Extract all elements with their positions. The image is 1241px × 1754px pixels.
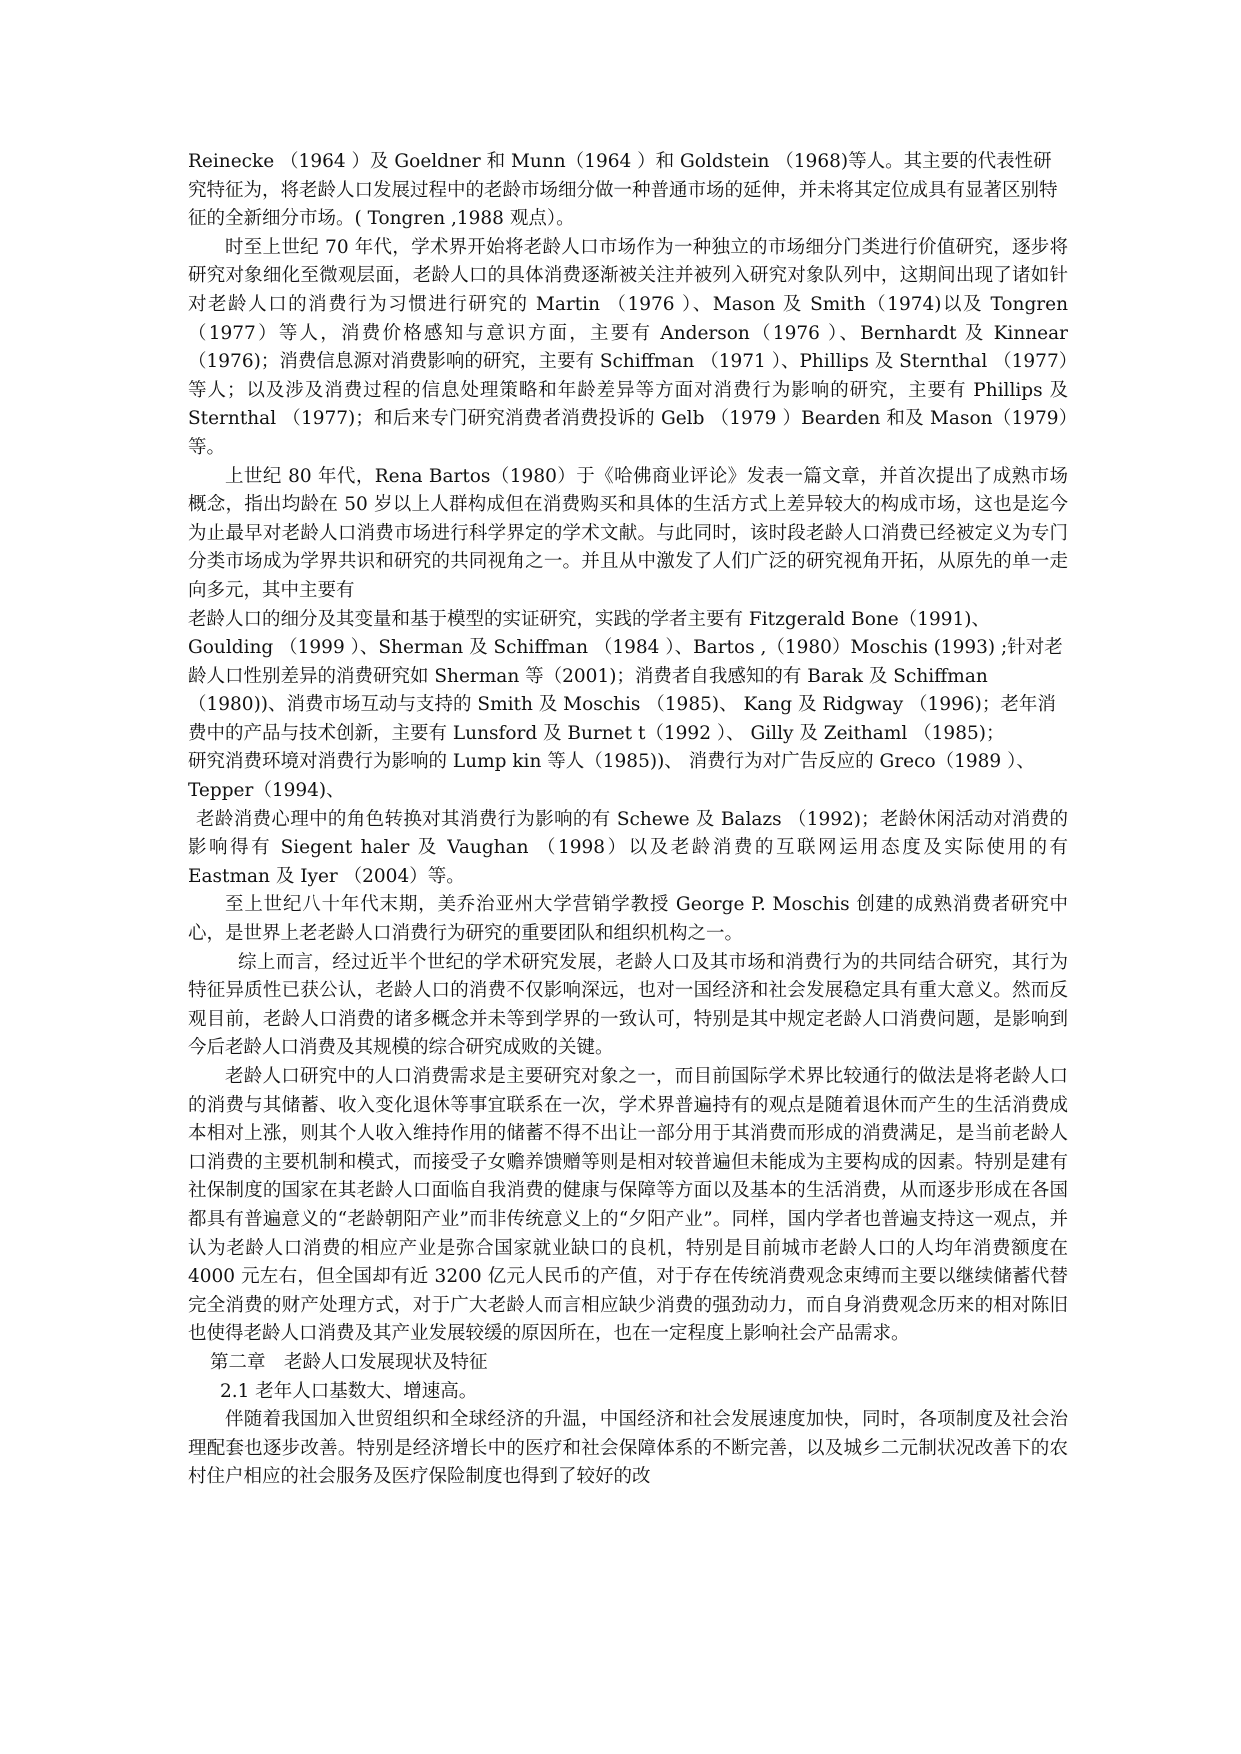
paragraph-segmentation-research: 老龄人口的细分及其变量和基于模型的实证研究，实践的学者主要有 Fitzgerald Bone（1991)、Goulding （1999 ）、Sherman 及 Schiffman （1984 ）、Bartos ,（1980）Moschis (1993) ;针对老龄人口性别差异的消费研究如 Sherman 等（2001)；消费者自我感知的有 Barak 及 Schiffman（1980))、消费市场互动与支持的 Smith 及 Moschis （1985)、 Kang 及 Ridgway （1996)；老年消费中的产品与技术创新，主要有 Lunsford 及 Burnet t（1992 ）、 Gilly 及 Zeithaml （1985)； [188, 608, 1063, 744]
paragraph-environment-research: 研究消费环境对消费行为影响的 Lump kin 等人（1985))、 消费行为对广告反应的 Greco（1989 ）、Tepper（1994)、 [188, 751, 1035, 802]
paragraph-summary: 综上而言，经过近半个世纪的学术研究发展，老龄人口及其市场和消费行为的共同结合研究，其行为特征异质性已获公认，老龄人口的消费不仅影响深远，也对一国经济和社会发展稳定具有重大意义。然而反观目前，老龄人口消费的诸多概念并未等到学界的一致认可，特别是其中规定老龄人口消费问题，是影响到今后老龄人口消费及其规模的综合研究成败的关键。 [188, 951, 1068, 1059]
section-heading: 2.1 老年人口基数大、增速高。 [220, 1380, 478, 1402]
paragraph-1970s-research: 时至上世纪 70 年代，学术界开始将老龄人口市场作为一种独立的市场细分门类进行价值研究，逐步将研究对象细化至微观层面，老龄人口的具体消费逐渐被关注并被列入研究对象队列中，这期间出现了诸如针对老龄人口的消费行为习惯进行研究的 Martin （1976 ）、Mason 及 Smith（1974)以及 Tongren （1977）等人，消费价格感知与意识方面，主要有 Anderson（1976 ）、Bernhardt 及 Kinnear （1976)；消费信息源对消费影响的研究，主要有 Schiffman （1971 ）、Phillips 及 Sternthal （1977）等人；以及涉及消费过程的信息处理策略和年龄差异等方面对消费行为影响的研究，主要有 Phillips 及 Sternthal （1977)；和后来专门研究消费者消费投诉的 Gelb （1979 ）Bearden 和及 Mason（1979）等。 [188, 236, 1068, 458]
paragraph-section-intro: 伴随着我国加入世贸组织和全球经济的升温，中国经济和社会发展速度加快，同时，各项制度及社会治理配套也逐步改善。特别是经济增长中的医疗和社会保障体系的不断完善，以及城乡二元制状况改善下的农村住户相应的社会服务及医疗保险制度也得到了较好的改 [188, 1409, 1068, 1488]
paragraph-consumption-demand: 老龄人口研究中的人口消费需求是主要研究对象之一，而目前国际学术界比较通行的做法是将老龄人口的消费与其储蓄、收入变化退休等事宜联系在一次，学术界普遍持有的观点是随着退休而产生的生活消费成本相对上涨，则其个人收入维持作用的储蓄不得不出让一部分用于其消费而形成的消费满足，是当前老龄人口消费的主要机制和模式，而接受子女赡养馈赠等则是相对较普遍但未能成为主要构成的因素。特别是建有社保制度的国家在其老龄人口面临自我消费的健康与保障等方面以及基本的生活消费，从而逐步形成在各国都具有普遍意义的“老龄朝阳产业”而非传统意义上的“夕阳产业”。同样，国内学者也普遍支持这一观点，并认为老龄人口消费的相应产业是弥合国家就业缺口的良机，特别是目前城市老龄人口的人均年消费额度在 4000 元左右，但全国却有近 3200 亿元人民币的产值，对于存在传统消费观念束缚而主要以继续储蓄代替完全消费的财产处理方式，对于广大老龄人而言相应缺少消费的强劲动力，而自身消费观念历来的相对陈旧也使得老龄人口消费及其产业发展较缓的原因所在，也在一定程度上影响社会产品需求。 [188, 1066, 1068, 1345]
paragraph-early-research: Reinecke （1964 ）及 Goeldner 和 Munn（1964 ）和 Goldstein （1968)等人。其主要的代表性研究特征为，将老龄人口发展过程中的老龄市场细分做一种普通市场的延伸，并未将其定位成具有显著区别特征的全新细分市场。( Tongren ,1988 观点）。 [188, 151, 1058, 230]
paragraph-1980s-research: 上世纪 80 年代，Rena Bartos（1980）于《哈佛商业评论》发表一篇文章，并首次提出了成熟市场概念，指出均龄在 50 岁以上人群构成但在消费购买和具体的生活方式上差异较大的构成市场，这也是迄今为止最早对老龄人口消费市场进行科学界定的学术文献。与此同时，该时段老龄人口消费已经被定义为专门分类市场成为学界共识和研究的共同视角之一。并且从中激发了人们广泛的研究视角开拓，从原先的单一走向多元，其中主要有 [188, 465, 1068, 601]
paragraph-moschis-center: 至上世纪八十年代末期，美乔治亚州大学营销学教授 George P. Moschis 创建的成熟消费者研究中心，是世界上老老龄人口消费行为研究的重要团队和组织机构之一。 [188, 894, 1068, 945]
paragraph-psychology-research: 老龄消费心理中的角色转换对其消费行为影响的有 Schewe 及 Balazs （1992)；老龄休闲活动对消费的影响得有 Siegent haler 及 Vaughan （1998）以及老龄消费的互联网运用态度及实际使用的有 Eastman 及 Iyer （2004）等。 [188, 808, 1068, 887]
chapter-heading: 第二章 老龄人口发展现状及特征 [210, 1351, 488, 1373]
document-page [188, 148, 1068, 1492]
